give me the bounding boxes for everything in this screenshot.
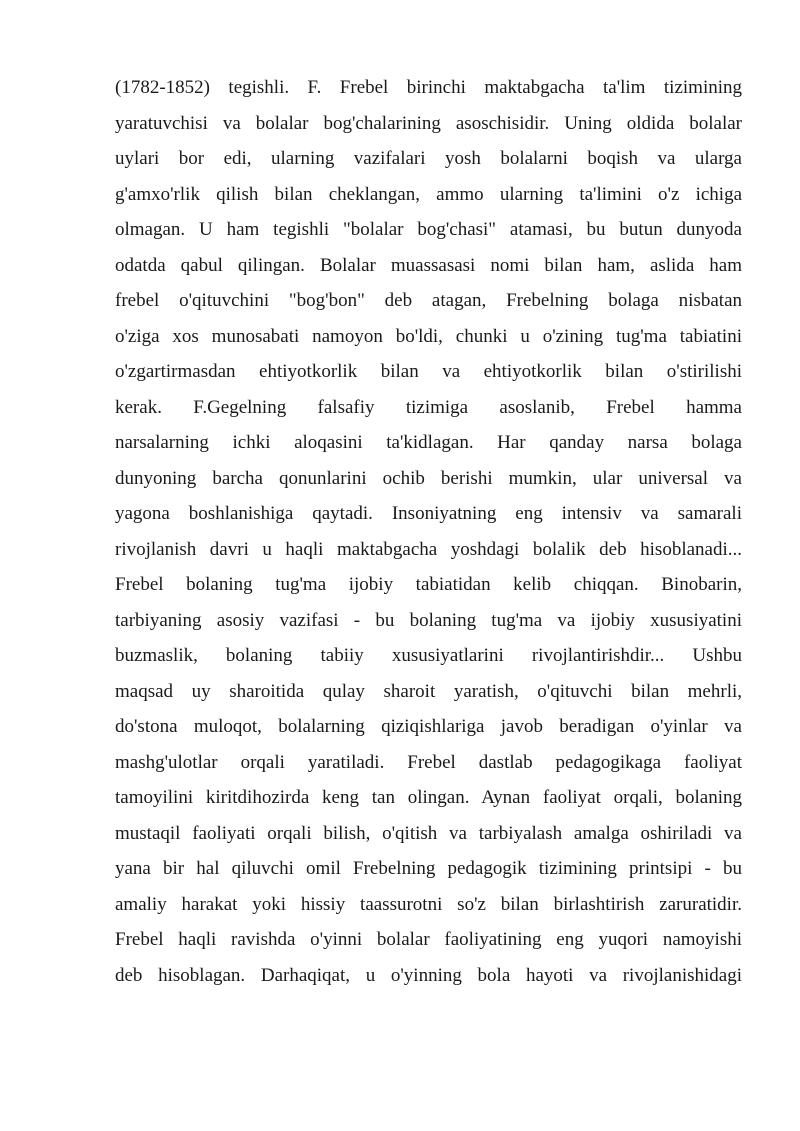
text-line: Frebel bolaning tug'ma ijobiy tabiatidan kelib chiqqan. Binobarin, [115, 574, 742, 595]
text-line: olmagan. U ham tegishli "bolalar bog'chasi" atamasi, bu butun dunyoda [115, 219, 742, 240]
text-line: buzmaslik, bolaning tabiiy xususiyatlarini rivojlantirishdir... Ushbu [115, 645, 742, 666]
text-line: (1782-1852) tegishli. F. Frebel birinchi maktabgacha ta'lim tizimining [115, 77, 742, 98]
text-line: uylari bor edi, ularning vazifalari yosh bolalarni boqish va ularga [115, 148, 742, 169]
text-line: do'stona muloqot, bolalarning qiziqishlariga javob beradigan o'yinlar va [115, 716, 742, 737]
text-line: mustaqil faoliyati orqali bilish, o'qitish va tarbiyalash amalga oshiriladi va [115, 822, 742, 844]
text-line: odatda qabul qilingan. Bolalar muassasasi nomi bilan ham, aslida ham [115, 254, 742, 276]
text-line: amaliy harakat yoki hissiy taassurotni so'z bilan birlashtirish zaruratidir. [115, 893, 742, 915]
text-line: o'ziga xos munosabati namoyon bo'ldi, chunki u o'zining tug'ma tabiatini [115, 325, 742, 347]
text-line: yagona boshlanishiga qaytadi. Insoniyatning eng intensiv va samarali [115, 503, 742, 524]
text-line: deb hisoblagan. Darhaqiqat, u o'yinning bola hayoti va rivojlanishidagi [115, 964, 742, 986]
text-line: mashg'ulotlar orqali yaratiladi. Frebel dastlab pedagogikaga faoliyat [115, 751, 742, 773]
text-line: rivojlanish davri u haqli maktabgacha yoshdagi bolalik deb hisoblanadi... [115, 538, 742, 560]
text-line: dunyoning barcha qonunlarini ochib berishi mumkin, ular universal va [115, 467, 742, 489]
text-line: maqsad uy sharoitida qulay sharoit yaratish, o'qituvchi bilan mehrli, [115, 680, 742, 702]
text-line: tarbiyaning asosiy vazifasi - bu bolaning tug'ma va ijobiy xususiyatini [115, 609, 742, 631]
text-line: yana bir hal qiluvchi omil Frebelning pedagogik tizimining printsipi - bu [115, 858, 742, 879]
text-line: narsalarning ichki aloqasini ta'kidlagan. Har qanday narsa bolaga [115, 432, 742, 453]
body-paragraph [115, 70, 742, 993]
text-line: tamoyilini kiritdihozirda keng tan olingan. Aynan faoliyat orqali, bolaning [115, 787, 742, 808]
text-line: frebel o'qituvchini "bog'bon" deb atagan, Frebelning bolaga nisbatan [115, 290, 742, 311]
text-line: kerak. F.Gegelning falsafiy tizimiga asoslanib, Frebel hamma [115, 396, 742, 418]
text-line: o'zgartirmasdan ehtiyotkorlik bilan va ehtiyotkorlik bilan o'stirilishi [115, 361, 742, 382]
text-line: g'amxo'rlik qilish bilan cheklangan, ammo ularning ta'limini o'z ichiga [115, 183, 742, 205]
text-line: Frebel haqli ravishda o'yinni bolalar faoliyatining eng yuqori namoyishi [115, 929, 742, 950]
text-line: yaratuvchisi va bolalar bog'chalarining asoschisidir. Uning oldida bolalar [115, 112, 742, 134]
